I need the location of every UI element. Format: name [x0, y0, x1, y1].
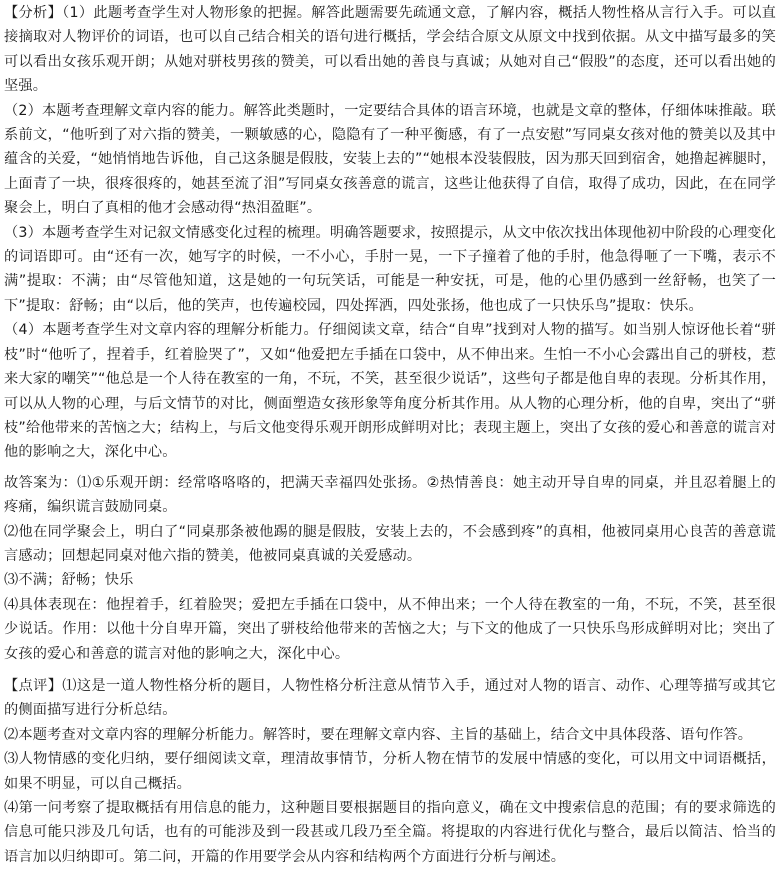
answer-paragraph-4: ⑷具体表现在：他捏着手，红着脸哭；爱把左手插在口袋中，从不伸出来；一个人待在教室的一角，不玩，不笑，甚至很少说话。作用：以他十分自卑开篇，突出了骈枝给他带来的苦恼之大；与下文的他成了一只快乐鸟形成鲜明对比；突出了女孩的爱心和善意的谎言对他的影响之大，深化中心。 [4, 596, 776, 662]
section-spacer [4, 666, 776, 674]
answer-paragraph-3: ⑶不满；舒畅；快乐 [4, 572, 134, 589]
comment-paragraph-1: 【点评】⑴这是一道人物性格分析的题目，人物性格分析注意从情节入手，通过对人物的语言、动作、心理等描写或其它的侧面描写进行分析总结。 [4, 677, 776, 719]
analysis-heading: 【分析】 [4, 5, 63, 21]
answer-section [4, 471, 776, 666]
comment-paragraph-4: ⑷第一问考察了提取概括有用信息的能力，这种题目要根据题目的指向意义，确在文中搜索信息的范围；有的要求筛选的信息可能只涉及几句话，也有的可能涉及到一段甚或几段乃至全篇。将提取的内容进行优化与整合，最后以简洁、恰当的语言加以归纳即可。第二问，开篇的作用要学会从内容和结构两个方面进行分析与阐述。 [4, 800, 776, 865]
answer-paragraph-2: ⑵他在同学聚会上，明白了“同桌那条被他踢的腿是假肢，安装上去的，不会感到疼”的真相，他被同桌用心良苦的善意谎言感动；回想起同桌对他六指的赞美，他被同桌真诚的关爱感动。 [4, 523, 776, 564]
analysis-paragraph-2: （2）本题考查理解文章内容的能力。解答此类题时，一定要结合具体的语言环境，也就是文章的整体，仔细体味推敲。联系前文，“他听到了对六指的赞美，一颗敏感的心，隐隐有了一种平衡感，有了一点安慰”写同桌女孩对他的赞美以及其中蕴含的关爱，“她悄悄地告诉他，自己这条腿是假肢，安装上去的”“她根本没装假肢，因为那天回到宿舍，她撸起裤腿时，上面青了一块，很疼很疼的，她甚至流了泪”写同桌女孩善意的谎言，这些让他获得了自信，取得了成功，因此，在在同学聚会上，明白了真相的他才会感动得“热泪盈眶”。 [4, 102, 776, 217]
analysis-paragraph-1 [4, 1, 776, 99]
analysis-paragraph-3: （3）本题考查学生对记叙文情感变化过程的梳理。明确答题要求，按照提示，从文中依次找出体现他初中阶段的心理变化的词语即可。由“还有一次，她写字的时候，一不小心，手肘一晃，一下子撞着了他的手肘，他急得咂了一下嘴，表示不满”提取：不满；由“尽管他知道，这是她的一句玩笑话，可能是一种安抚，可是，他的心里仍感到一丝舒畅，也笑了一下”提取：舒畅；由“以后，他的笑声，也传遍校园，四处挥洒，四处张扬，他也成了一只快乐鸟”提取：快乐。 [4, 224, 776, 314]
analysis-item-1: （1）此题考查学生对人物形象的把握。解答此题需要先疏通文意，了解内容，概括人物性格从言行入手。可以直接摘取对人物评价的词语，也可以自己结合相关的语句进行概括，学会结合原文从原文中找到依据。从文中描写最多的笑可以看出女孩乐观开朗；从她对骈枝男孩的赞美，可以看出她的善良与真诚；从她对自己“假股”的态度，还可以看出她的坚强。 [4, 5, 776, 95]
comment-section [4, 674, 776, 869]
answer-paragraph-1: 故答案为：⑴①乐观开朗：经常咯咯咯的，把满天幸福四处张扬。②热情善良：她主动开导自卑的同桌，并且忍着腿上的疼痛，编织谎言鼓励同桌。 [4, 474, 776, 516]
analysis-paragraph-4: （4）本题考查学生对文章内容的理解分析能力。仔细阅读文章，结合“自卑”找到对人物的描写。如当别人惊讶他长着“骈枝”时“他听了，捏着手，红着脸哭了”，又如“他爱把左手插在口袋中，从不伸出来。生怕一不小心会露出自己的骈枝，惹来大家的嘲笑”“他总是一个人待在教室的一角，不玩，不笑，甚至很少说话”，这些句子都是他自卑的表现。分析其作用，可以从人物的心理，与后文情节的对比，侧面塑造女孩形象等角度分析其作用。从人物的心理分析，他的自卑，突出了“骈枝”给他带来的苦恼之大；结构上，与后文他变得乐观开朗形成鲜明对比；表现主题上，突出了女孩的爱心和善意的谎言对他的影响之大，深化中心。 [4, 322, 776, 461]
analysis-section [4, 1, 776, 465]
comment-paragraph-2: ⑵本题考查对文章内容的理解分析能力。解答时，要在理解文章内容、主旨的基础上，结合文中具体段落、语句作答。 [4, 726, 753, 743]
comment-paragraph-3: ⑶人物情感的变化归纳，要仔细阅读文章，理清故事情节，分析人物在情节的发展中情感的变化，可以用文中词语概括，如果不明显，可以自己概括。 [4, 751, 776, 792]
